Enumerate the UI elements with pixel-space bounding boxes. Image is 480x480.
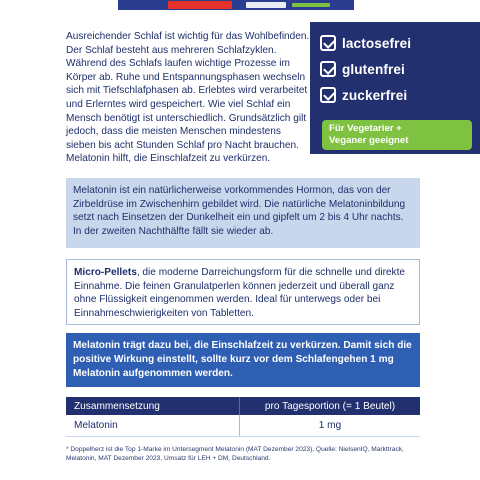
- claim-label: glutenfrei: [342, 61, 405, 77]
- header-composition: Zusammensetzung: [74, 400, 160, 412]
- check-icon: [320, 35, 336, 51]
- claim-label: zuckerfrei: [342, 87, 408, 103]
- veggie-line-2: Veganer geeignet: [329, 135, 409, 146]
- claims-panel: [310, 22, 480, 154]
- cell-ingredient: Melatonin: [74, 420, 118, 431]
- composition-table: [66, 397, 420, 437]
- check-icon: [320, 61, 336, 77]
- claim-glutenfrei: [320, 60, 405, 78]
- claim-zuckerfrei: [320, 86, 407, 104]
- claim-lactosefrei: [320, 34, 411, 52]
- table-header: [66, 397, 420, 415]
- cell-amount: 1 mg: [239, 415, 420, 436]
- header-per-portion: pro Tagesportion (= 1 Beutel): [239, 397, 420, 415]
- brand-logo-fragment: [168, 1, 232, 9]
- package-top-strip: [0, 0, 480, 22]
- micro-pellets-title: Micro-Pellets: [74, 267, 137, 278]
- melatonin-info-box: Melatonin ist ein natürlicherweise vorkommendes Hormon, das von der Zirbeldrüse im Zwischenhirn gebildet wird. Die natürliche Melatoninbildung setzt nach Einsetzen der Dunkelheit ein und gipfelt um 2 bis 4 Uhr nachts. In der zweiten Nachthälfte fällt sie wieder ab.: [66, 178, 420, 248]
- intro-paragraph: Ausreichender Schlaf ist wichtig für das Wohlbefinden. Der Schlaf besteht aus mehreren Schlafzyklen. Während des Schlafs laufen wichtige Prozesse im Körper ab. Ruhe und Entspannungsphasen wechseln sich mit Tiefschlafphasen ab. Erlebtes wird verarbeitet und Erlerntes wird gespeichert. Wie viel Schlaf ein Mensch benötigt ist unterschiedlich. Grundsätzlich gilt jedoch, dass die meisten Menschen mindestens sieben bis acht Stunden Schlaf pro Nacht brauchen. Melatonin hilft, die Einschlafzeit zu verkürzen.: [66, 31, 310, 165]
- claim-label: lactosefrei: [342, 35, 412, 51]
- health-claim-box: Melatonin trägt dazu bei, die Einschlafzeit zu verkürzen. Damit sich die positive Wirkung einstellt, sollte kurz vor dem Schlafengehen 1 mg Melatonin aufgenommen werden.: [66, 333, 420, 387]
- table-row: [66, 415, 420, 437]
- micro-pellets-text: , die moderne Darreichungsform für die schnelle und direkte Einnahme. Die feinen Granulatperlen können jederzeit und überall ganz ohne Flüssigkeit eingenommen werden. Ideal für unterwegs oder bei Einnahmeschwierigkeiten von Tabletten.: [74, 267, 406, 319]
- veggie-line-1: Für Vegetarier +: [329, 123, 402, 134]
- vegetarian-vegan-badge: [322, 120, 472, 150]
- brand-logo-fragment-light: [246, 2, 286, 8]
- footnote: * Doppelherz ist die Top 1-Marke im Untersegment Melatonin (MAT Dezember 2023), Quelle: NielsenIQ, Markttrack, Melatonin, MAT Dezember 2023, Umsatz für LEH + DM, Deutschland.: [66, 446, 404, 462]
- brand-accent-fragment: [292, 3, 330, 7]
- micro-pellets-box: [66, 259, 420, 325]
- check-icon: [320, 87, 336, 103]
